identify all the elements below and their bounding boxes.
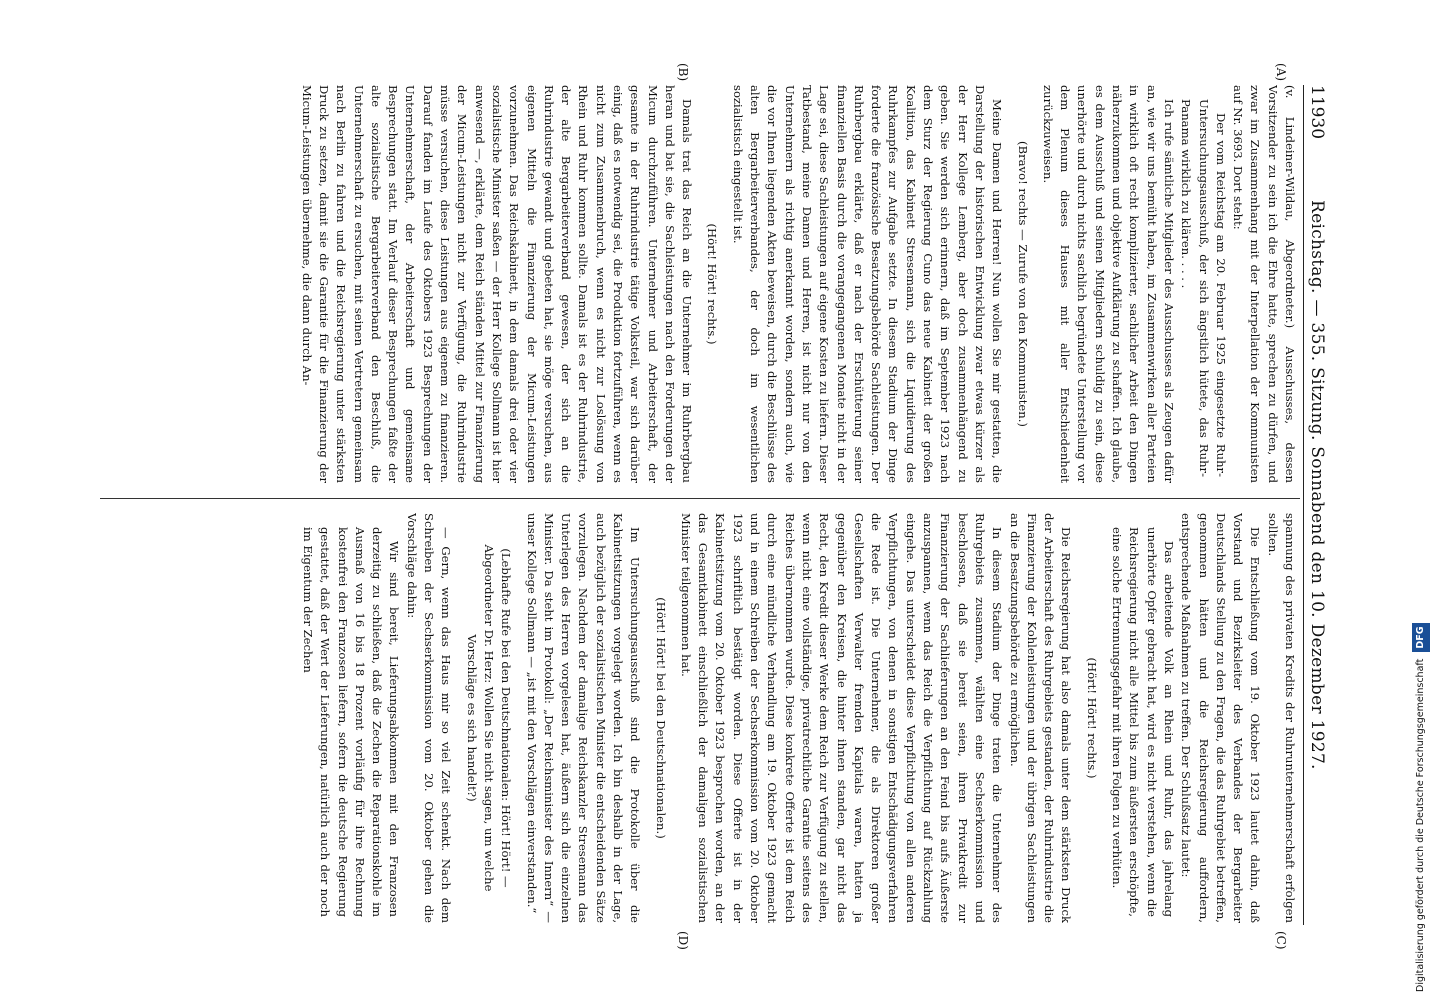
paragraph: Meine Damen und Herren! Nun wollen Sie mir gestatten, die Darstellung der historischen Entwicklung zwar etwas kürzer als der Herr Kollege Lemberg, aber doch zusammenhängend zu geben. Sie werden sich erinnern, daß im September 1923 nach dem Sturz der Regierung Cuno das neue Kabinett der großen Koalition, das Kabinett Stresemann, sich die Liquidierung des Ruhrkampfes zur Aufgabe setzte. In diesem Stadium der Dinge forderte die französische Besatzungsbehörde Sachleistungen. Der Ruhrbergbau erklärte, daß er nach der Erschütterung seiner finanziellen Basis durch die vorangegangenen Monate nicht in der Lage sei, diese Sachleistungen auf eigene Kosten zu liefern. Dieser Tatbestand, meine Damen und Herren, ist nicht nur von den Unternehmern als richtig anerkannt worden, sondern auch, wie die vor Ihnen liegenden Akten beweisen, durch die Beschlüsse des alten Bergarbeiterverbandes, der doch im wesentlichen sozialistisch eingestellt ist. xyxy=(730,85,1005,483)
interjection: (Hört! Hört! bei den Deutschnationalen.) xyxy=(653,597,668,839)
interjection: (Hört! Hört! rechts.) xyxy=(1084,657,1099,779)
digitization-note xyxy=(1412,12,1430,992)
dfg-logo: DFG xyxy=(1412,623,1430,651)
right-column xyxy=(103,513,1298,923)
paragraph: Die Reichsregierung hat also damals unter dem stärksten Druck der Arbeiterschaft des Ruhrgebiets gestanden, der Ruhrindustrie die Finanzierung der Kohlenleistungen und der übrigen Sachleistungen an die Besatzungsbehörde zu ermöglichen. xyxy=(1007,513,1074,923)
quote-paragraph: Der vom Reichstag am 20. Februar 1925 eingesetzte Ruhr-Untersuchungsausschuß, der sich ängstlich hütete, das Ruhr-Panama wirklich zu klären. . . . . xyxy=(1179,99,1228,477)
rotated-page xyxy=(90,63,1330,950)
paragraph: In diesem Stadium der Dinge traten die Unternehmer des Ruhrgebiets zusammen, wählten eine Sechserkommission und beschlossen, daß sie bereit seien, ihren Privatkredit zur Finanzierung der Sachlieferungen an den Feind bis aufs Äußerste anzuspannen, wenn das Reich die Verpflichtung auf Rückzahlung eingehe. Das unterscheidet diese Verpflichtung von allen anderen Verpflichtungen, von denen in sonstigen Entschädigungsverfahren die Rede ist. Die Unternehmer, die als Direktoren großer Gesellschaften Verwalter fremden Kapitals waren, hatten ja gegenüber den Kreisen, die hinter ihnen standen, gar nicht das Recht, den Kredit dieser Werke dem Reich zur Verfügung zu stellen, wenn nicht eine vollständige, privatrechtliche Garantie seitens des Reiches übernommen wurde. Diese konkrete Offerte ist dem Reich durch eine mündliche Verhandlung am 19. Oktober 1923 gemacht und in einem Schreiben der Sechserkommission vom 20. Oktober 1923 schriftlich bestätigt worden. Diese Offerte ist in der Kabinettsitzung vom 20. Oktober 1923 besprochen worden, an der das Gesamtkabinett einschließlich der damaligen sozialistischen Minister teilgenommen hat. xyxy=(678,513,1005,923)
paragraph: Ich rufe sämtliche Mitglieder des Ausschusses als Zeugen dafür an, wie wir uns bemüht haben, im Zusammenwirken aller Parteien in wirklich oft recht komplizierter, sachlicher Arbeit den Dingen näherzukommen und objektive Aufklärung zu schaffen. Ich glaube, es dem Ausschuß und seinen Mitgliedern schuldig zu sein, diese unerhörte und durch nichts sachlich begründete Unterstellung vor dem Plenum dieses Hauses mit aller Entschiedenheit zurückzuweisen. xyxy=(1040,85,1176,483)
quote-paragraph: Wir sind bereit, Lieferungsabkommen mit den Franzosen derzeitig zu schließen, daß die Zechen die Reparationskohle im Ausmaß von 16 bis 18 Prozent vorläufig für ihre Rechnung kostenfrei den Franzosen liefern, sofern die deutsche Regierung gestattet, daß der Wert der Lieferungen, natürlich auch der noch im Eigentum der Zechen xyxy=(300,527,402,917)
margin-mark-c: (C) xyxy=(1274,931,1288,950)
margin-mark-a: (A) xyxy=(1274,63,1288,82)
left-column xyxy=(103,85,1298,483)
funding-note: Digitalisierung gefördert durch die Deutsche Forschungsgemeinschaft xyxy=(1415,658,1426,992)
paragraph: Damals trat das Reich an die Unternehmer im Ruhrbergbau heran und bat sie, die Sachleistungen nach den Forderungen der Micum durchzuführen. Unternehmer und Arbeiterschaft, der gesamte in der Ruhrindustrie tätige Volksteil, war sich darüber einig, daß es notwendig sei, die Produktion fortzuführen, wenn es nicht zum Zusammenbruch, wenn es nicht zur Loslösung von Rhein und Ruhr kommen sollte. Damals ist es der Ruhrindustrie, der alte Bergarbeiterverband gewesen, der sich an die Ruhrindustrie gewandt und gebeten hat, sie möge versuchen, aus eigenen Mitteln die Finanzierung der Micum-Leistungen vorzunehmen. Das Reichskabinett, in dem damals drei oder vier sozialistische Minister saßen — der Herr Kollege Sollmann ist hier anwesend —, erklärte, dem Reich ständen Mittel zur Finanzierung der Micum-Leistungen nicht zur Verfügung, die Ruhrindustrie müsse versuchen, diese Leistungen aus eigenem zu finanzieren. Darauf fanden im Laufe des Oktobers 1923 Besprechungen der Unternehmerschaft, der Arbeiterschaft und gemeinsame Besprechungen statt. Im Verlauf dieser Besprechungen faßte der alte sozialistische Bergarbeiterverband den Beschluß, die Unternehmerschaft zu ersuchen, mit seinen Vertretern gemeinsam nach Berlin zu fahren und die Reichsregierung unter stärksten Druck zu setzen, damit sie die Garantie für die Finanzierung der Micum-Leistungen übernehme, die dann durch An- xyxy=(299,85,695,483)
quote-paragraph: Das arbeitende Volk an Rhein und Ruhr, das jahrelang unerhörte Opfer gebracht hat, wird es nicht verstehen, wenn die Reichsregierung nicht alle Mittel bis zum äußersten erschöpfte, eine solche Ertrennungsgefahr mit ihren Folgen zu verhüten. xyxy=(1110,527,1176,917)
paragraph: Im Untersuchungsausschuß sind die Protokolle über die Kabinettsitzungen vorgelegt worden. Ich bin deshalb in der Lage, auch bezüglich der sozialistischen Minister die entscheidenden Sätze vorzulegen. Nachdem der damalige Reichskanzler Stresemann das Unterlegen des Herren vorgelesen hat, äußern sich die einzelnen Minister. Da steht im Protokoll: „Der Reichsminister des Innern“ — unser Kollege Sollmann — „ist mit den Vorschlägen einverstanden.“ xyxy=(524,513,643,923)
paragraph: (v. Lindeiner-Wildau, Abgeordneter.) Ausschusses, dessen Vorsitzender zu sein ich die Ehre hatte, sprechen zu dürfen, und zwar im Zusammenhang mit der Interpellation der Kommunisten auf Nr. 3693. Dort steht: xyxy=(1231,85,1297,483)
page-header xyxy=(1303,85,1330,925)
margin-mark-b: (B) xyxy=(676,63,690,82)
interjection: (Hört! Hört! rechts.) xyxy=(705,223,720,345)
interjection: (Lebhafte Rufe bei den Deutschnationalen: Hört! Hört! — Abgeordneter Dr. Herz: Wollen Sie nicht sagen, um welche Vorschläge es sich handelt?) xyxy=(464,544,514,892)
paragraph: spannung des privaten Kredits der Ruhrunternehmerschaft erfolgen sollten. xyxy=(1265,513,1297,923)
page-number: 11930 xyxy=(1307,85,1327,140)
column-divider xyxy=(100,498,1300,499)
margin-mark-d: (D) xyxy=(676,931,690,950)
paragraph: — Gern, wenn das Haus mir so viel Zeit schenkt. Nach dem Schreiben der Sechserkommission vom 20. Oktober gehen die Vorschläge dahin: xyxy=(404,513,454,923)
session-title: Reichstag. — 355. Sitzung. Sonnabend den 10. Dezember 1927. xyxy=(1307,200,1327,770)
interjection: (Bravo! rechts — Zurufe von den Kommunisten.) xyxy=(1015,141,1030,427)
paragraph: Die Entschließung vom 19. Oktober 1923 lautet dahin, daß Vorstand und Bezirksleiter des Verbandes der Bergarbeiter Deutschlands Stellung zu den Fragen, die das Ruhrgebiet betreffen, genommen hätten und die Reichsregierung auffordern, entsprechende Maßnahmen zu treffen. Der Schlußsatz lautet: xyxy=(1179,513,1263,923)
